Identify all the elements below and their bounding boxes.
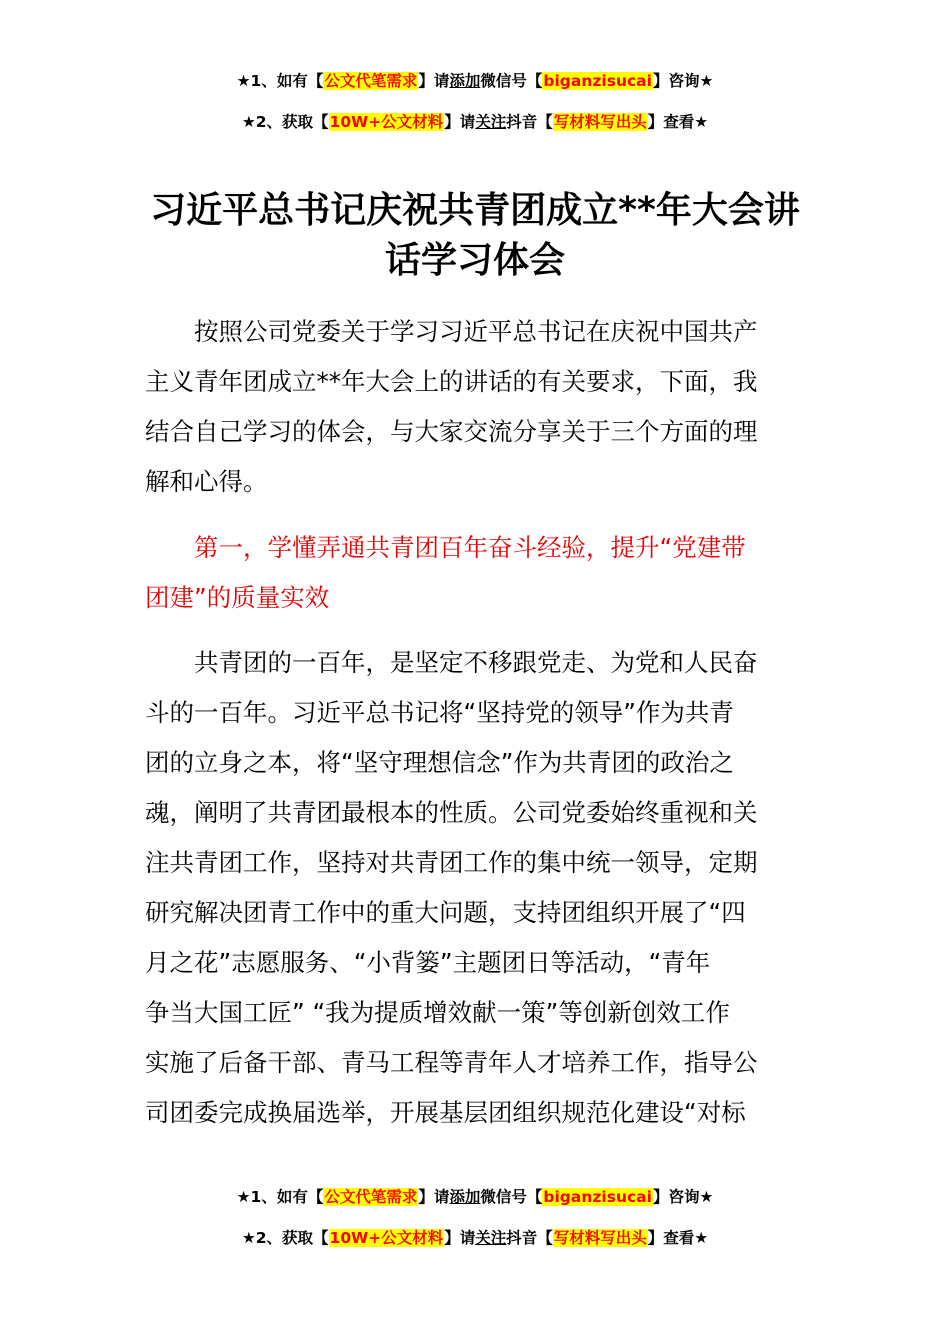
banner-text: 抖音【	[506, 113, 553, 131]
banner-prefix: ★1、如有【	[236, 72, 324, 90]
banner-highlight: 10W+公文材料	[329, 113, 444, 131]
section-heading-line: 第一，学懂弄通共青团百年奋斗经验，提升“党建带	[145, 533, 746, 562]
document-title-line: 话学习体会	[384, 240, 565, 281]
banner-text: 】请	[418, 72, 450, 90]
banner-emphasis: 添加	[449, 72, 481, 90]
body-paragraph-line: 研究解决团青工作中的重大问题，支持团组织开展了“四	[145, 898, 746, 927]
body-paragraph-line: 共青团的一百年，是坚定不移跟党走、为党和人民奋	[145, 648, 758, 677]
banner-suffix: 】咨询★	[652, 72, 714, 90]
banner-highlight: 写材料写出头	[553, 1229, 647, 1247]
body-paragraph-line: 实施了后备干部、青马工程等青年人才培养工作，指导公	[145, 1048, 758, 1077]
banner-text: 】请	[418, 1188, 450, 1206]
banner-highlight: 公文代笔需求	[324, 1188, 418, 1206]
banner-prefix: ★2、获取【	[241, 113, 329, 131]
banner-emphasis: 添加	[449, 1188, 481, 1206]
intro-paragraph-line: 按照公司党委关于学习习近平总书记在庆祝中国共产	[145, 317, 758, 346]
banner-highlight: 写材料写出头	[553, 113, 647, 131]
body-paragraph-line: 注共青团工作，坚持对共青团工作的集中统一领导，定期	[145, 848, 758, 877]
banner-highlight: 公文代笔需求	[324, 72, 418, 90]
banner-text: 】请	[444, 1229, 476, 1247]
banner-prefix: ★2、获取【	[241, 1229, 329, 1247]
ad-banner-top-line-1	[0, 70, 950, 92]
banner-text: 微信号【	[480, 1188, 543, 1206]
body-paragraph-line: 斗的一百年。习近平总书记将“坚持党的领导”作为共青	[145, 698, 734, 727]
section-heading-line: 团建”的质量实效	[145, 583, 330, 612]
banner-emphasis: 关注	[475, 1229, 507, 1247]
ad-banner-bottom-line-2	[0, 1227, 950, 1249]
body-paragraph-line: 司团委完成换届选举，开展基层团组织规范化建设“对标	[145, 1098, 746, 1127]
body-paragraph-line: 争当大国工匠” “我为提质增效献一策”等创新创效工作	[145, 998, 730, 1027]
banner-suffix: 】查看★	[647, 1229, 709, 1247]
banner-suffix: 】咨询★	[652, 1188, 714, 1206]
body-paragraph-line: 团的立身之本，将“坚守理想信念”作为共青团的政治之	[145, 748, 734, 777]
banner-text: 抖音【	[506, 1229, 553, 1247]
banner-text: 】请	[444, 113, 476, 131]
intro-paragraph-line: 主义青年团成立**年大会上的讲话的有关要求，下面，我	[145, 367, 758, 396]
body-paragraph-line: 月之花”志愿服务、“小背篓”主题团日等活动，“青年	[145, 948, 711, 977]
intro-paragraph-line: 解和心得。	[145, 467, 268, 496]
banner-suffix: 】查看★	[647, 113, 709, 131]
banner-text: 微信号【	[480, 72, 543, 90]
body-paragraph-line: 魂，阐明了共青团最根本的性质。公司党委始终重视和关	[145, 798, 758, 827]
banner-emphasis: 关注	[475, 113, 507, 131]
banner-prefix: ★1、如有【	[236, 1188, 324, 1206]
ad-banner-top-line-2	[0, 111, 950, 133]
banner-highlight: 10W+公文材料	[329, 1229, 444, 1247]
ad-banner-bottom-line-1	[0, 1186, 950, 1208]
document-title-line: 习近平总书记庆祝共青团成立**年大会讲	[150, 190, 800, 231]
banner-highlight: biganzisucai	[543, 72, 652, 90]
banner-highlight: biganzisucai	[543, 1188, 652, 1206]
intro-paragraph-line: 结合自己学习的体会，与大家交流分享关于三个方面的理	[145, 417, 758, 446]
